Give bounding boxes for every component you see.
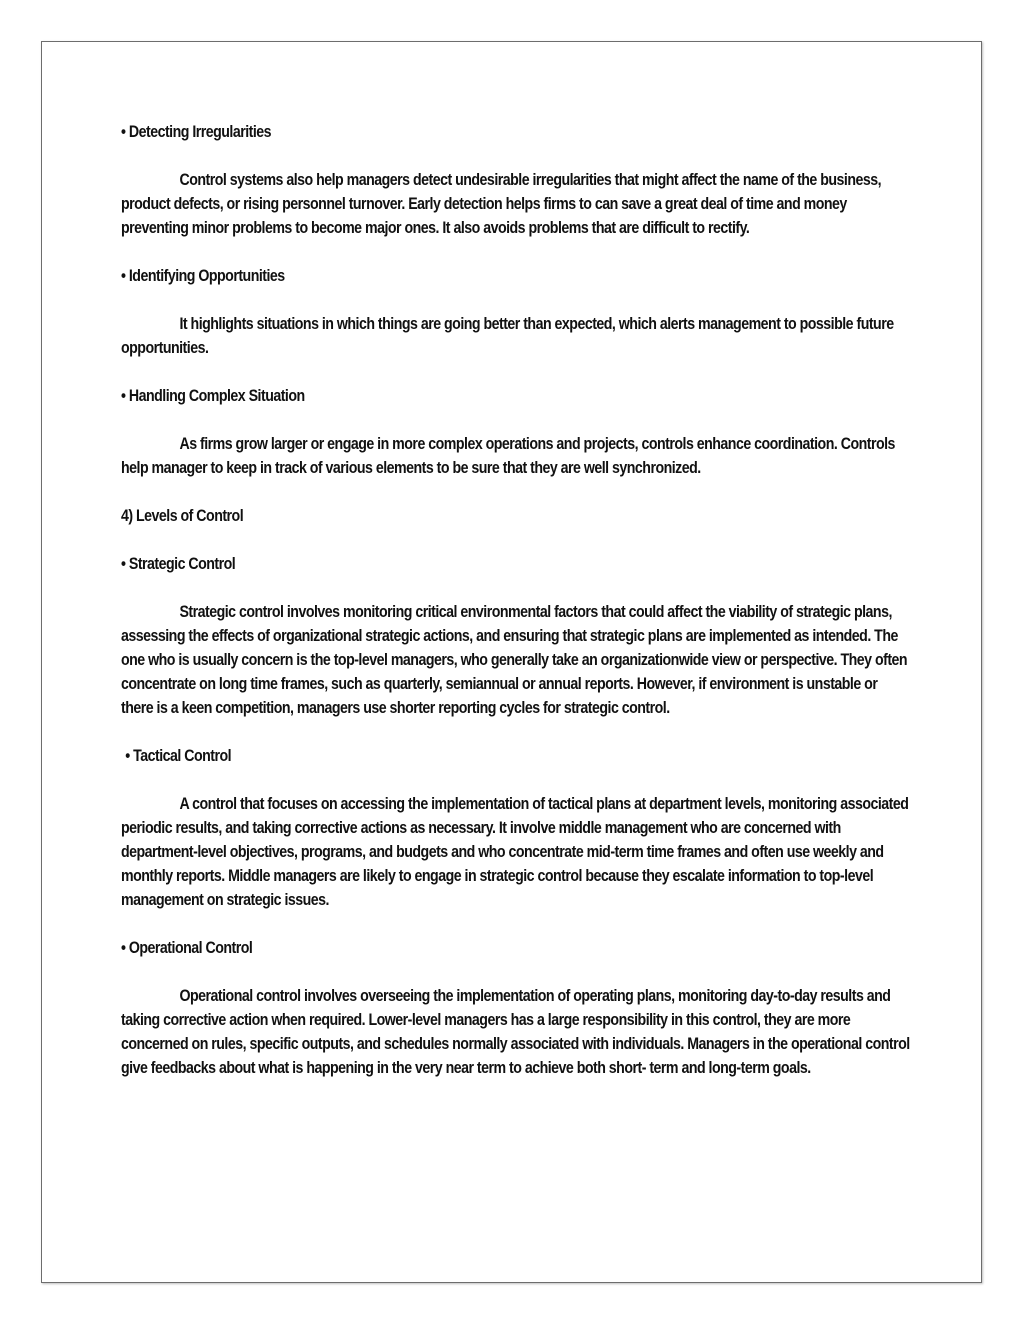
section-body-operational-control: Operational control involves overseeing the implementation of operating plans, monitoring day-to-day results and taking corrective action when required. Lower-level managers has a large responsibility in this control, they are more concerned on rules, specific outputs, and schedules normally associated with individuals. Managers in the operational control give feedbacks about what is happening in the very near term to achieve both short- term and long-term goals. bbox=[121, 987, 910, 1077]
section-body-detecting-irregularities: Control systems also help managers detect undesirable irregularities that might affect the name of the business, product defects, or rising personnel turnover. Early detection helps firms to can save a great deal of time and money preventing minor problems to become major ones. It also avoids problems that are difficult to rectify. bbox=[121, 171, 882, 237]
section-heading-tactical-control: • Tactical Control bbox=[125, 747, 232, 765]
section-heading-detecting-irregularities: • Detecting Irregularities bbox=[121, 123, 272, 141]
section-heading-identifying-opportunities: • Identifying Opportunities bbox=[121, 267, 285, 285]
document-page bbox=[41, 41, 982, 1283]
section-body-handling-complex-situation: As firms grow larger or engage in more complex operations and projects, controls enhance coordination. Controls help manager to keep in track of various elements to be sure that they are well synchronized. bbox=[121, 435, 895, 477]
section-body-strategic-control: Strategic control involves monitoring critical environmental factors that could affect the viability of strategic plans, assessing the effects of organizational strategic actions, and ensuring that strategic plans are implemented as intended. The one who is usually concern is the top-level managers, who generally take an organizationwide view or perspective. They often concentrate on long time frames, such as quarterly, semiannual or annual reports. However, if environment is unstable or there is a keen competition, managers use shorter reporting cycles for strategic control. bbox=[121, 603, 908, 717]
section-body-identifying-opportunities: It highlights situations in which things are going better than expected, which alerts management to possible future opportunities. bbox=[121, 315, 894, 357]
section-heading-operational-control: • Operational Control bbox=[121, 939, 253, 957]
section-heading-strategic-control: • Strategic Control bbox=[121, 555, 236, 573]
section-body-tactical-control: A control that focuses on accessing the implementation of tactical plans at department levels, monitoring associated periodic results, and taking corrective actions as necessary. It involve middle management who are concerned with department-level objectives, programs, and budgets and who concentrate mid-term time frames and often use weekly and monthly reports. Middle managers are likely to engage in strategic control because they escalate information to top-level management on strategic issues. bbox=[121, 795, 909, 909]
section-heading-handling-complex-situation: • Handling Complex Situation bbox=[121, 387, 305, 405]
document-body bbox=[121, 120, 910, 1104]
section-heading-levels-of-control: 4) Levels of Control bbox=[121, 507, 244, 525]
